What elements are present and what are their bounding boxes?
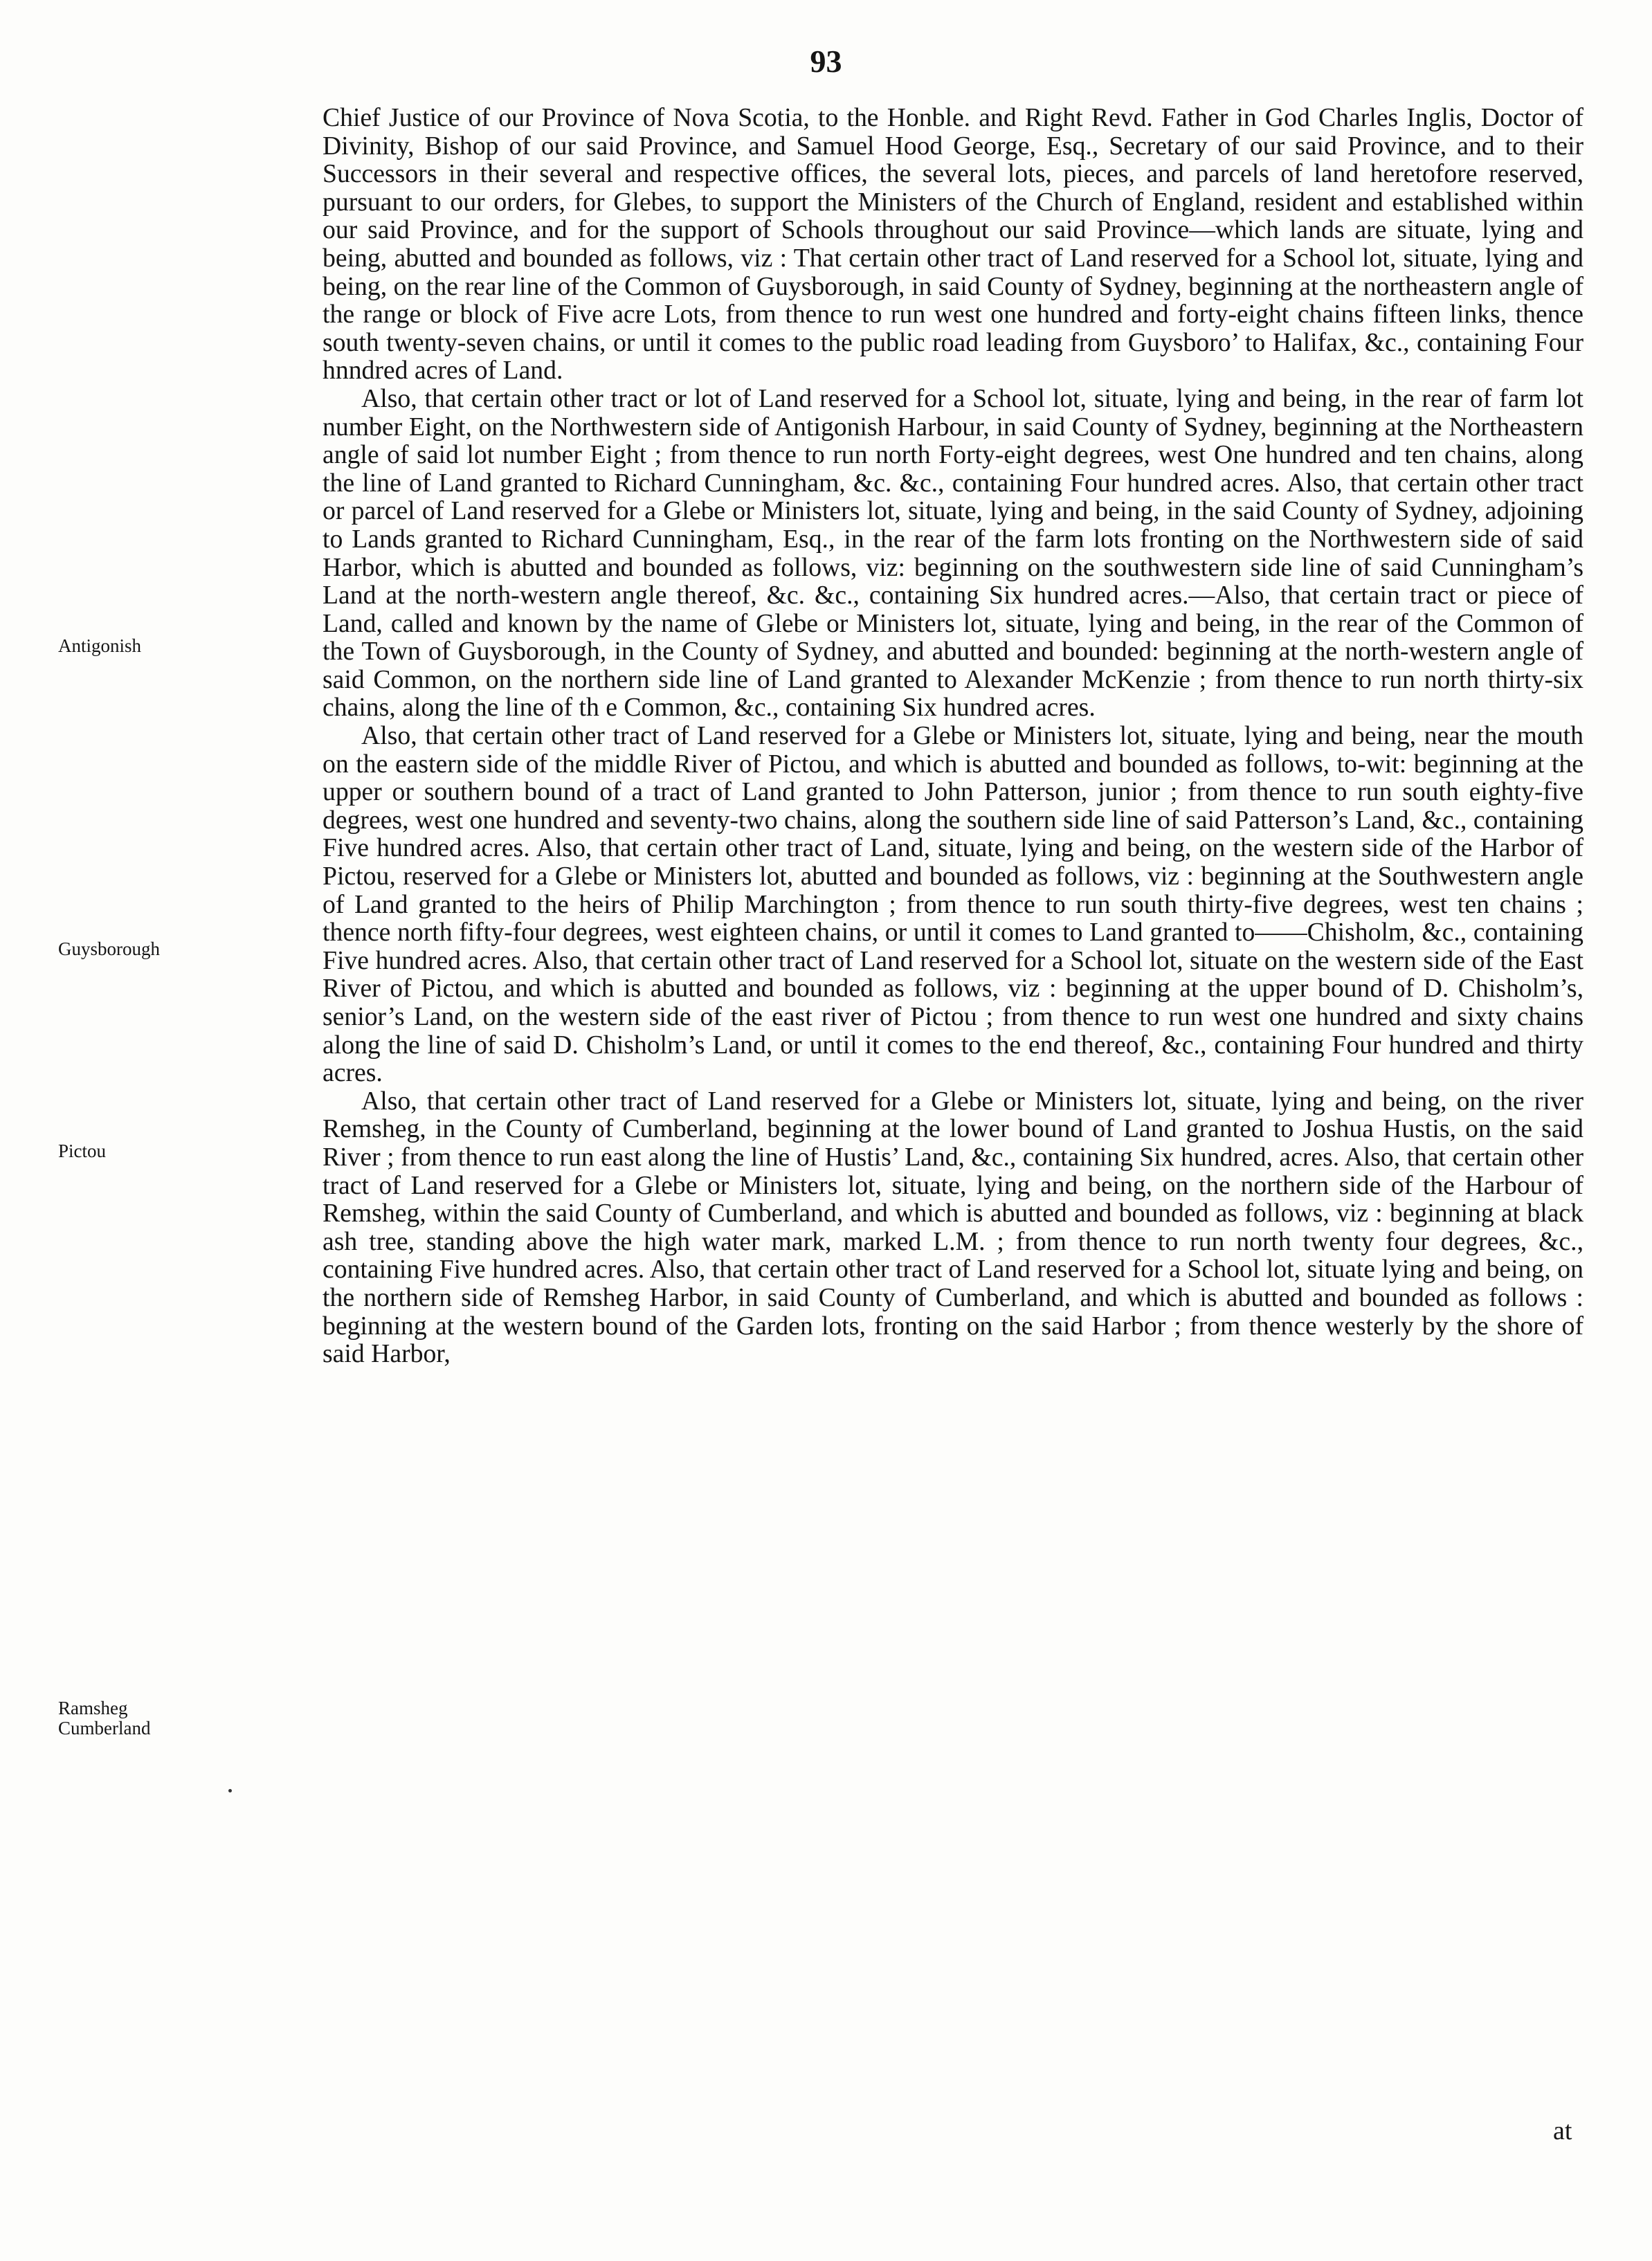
paragraph-pictou: Also, that certain other tract of Land reserved for a Glebe or Ministers lot, situate, lying and being, near the mouth on the eastern side of the middle River of Pictou, and which is abutted and bounded as follows, to-wit: beginning at the upper or southern bound of a tract of Land granted to John Patterson, junior ; from thence to run south eighty-five degrees, west one hundred and seventy-two chains, along the southern side line of said Patterson’s Land, &c., containing Five hundred acres. Also, that certain other tract of Land, situate, lying and being, on the western side of the Harbor of Pictou, reserved for a Glebe or Ministers lot, abutted and bounded as follows, viz : beginning at the Southwestern angle of Land granted to the heirs of Philip Marchington ; from thence to run south thirty-five degrees, west ten chains ; thence north fifty-four degrees, west eighteen chains, or until it comes to Land granted to——Chisholm, &c., containing Five hundred acres. Also, that certain other tract of Land reserved for a School lot, situate on the western side of the East River of Pictou, and which is abutted and bounded as follows, viz : beginning at the upper bound of D. Chisholm’s, senior’s Land, on the western side of the east river of Pictou ; from thence to run west one hundred and sixty chains along the line of said D. Chisholm’s Land, or until it comes to the end thereof, &c., containing Four hundred and thirty acres. bbox=[323, 721, 1583, 1088]
ink-speck bbox=[228, 1789, 232, 1792]
margin-note-guysborough: Guysborough bbox=[58, 938, 160, 959]
margin-note-pictou: Pictou bbox=[58, 1141, 107, 1161]
body-text bbox=[323, 104, 1583, 1368]
margin-note-antigonish: Antigonish bbox=[58, 635, 142, 656]
page-number: 93 bbox=[810, 44, 842, 79]
margin-note-cumberland: Cumberland bbox=[58, 1718, 151, 1738]
paragraph-ramsheg-cumberland: Also, that certain other tract of Land reserved for a Glebe or Ministers lot, situate, lying and being, on the river Remsheg, in the County of Cumberland, beginning at the lower bound of Land granted to Joshua Hustis, on the said River ; from thence to run east along the line of Hustis’ Land, &c., containing Six hundred, acres. Also, that certain other tract of Land reserved for a Glebe or Ministers lot, situate, lying and being, on the northern side of the Harbour of Remsheg, within the said County of Cumberland, and which is abutted and bounded as follows, viz : beginning at black ash tree, standing above the high water mark, marked L.M. ; from thence to run north twenty four degrees, &c., containing Five hundred acres. Also, that certain other tract of Land reserved for a School lot, situate lying and being, on the northern side of Remsheg Harbor, in said County of Cumberland, and which is abutted and bounded as follows : beginning at the western bound of the Garden lots, fronting on the said Harbor ; from thence westerly by the shore of said Harbor, bbox=[323, 1086, 1583, 1369]
catchword: at bbox=[1553, 2116, 1572, 2145]
paragraph-antigonish-guysborough: Also, that certain other tract or lot of Land reserved for a School lot, situate, lying and being, in the rear of farm lot number Eight, on the Northwestern side of Antigonish Harbour, in said County of Sydney, beginning at the Northeastern angle of said lot number Eight ; from thence to run north Forty-eight degrees, west One hundred and ten chains, along the line of Land granted to Richard Cunningham, &c. &c., containing Four hundred acres. Also, that certain other tract or parcel of Land reserved for a Glebe or Ministers lot, situate, lying and being, in the said County of Sydney, adjoining to Lands granted to Richard Cunningham, Esq., in the rear of the farm lots fronting on the Northwestern side of said Harbor, which is abutted and bounded as follows, viz: beginning on the southwestern side line of said Cunningham’s Land at the north-western angle thereof, &c. &c., containing Six hundred acres.—Also, that certain tract or piece of Land, called and known by the name of Glebe or Ministers lot, situate, lying and being, in the rear of the Common of the Town of Guysborough, in the County of Sydney, and abutted and bounded: beginning at the north-western angle of said Common, on the northern side line of Land granted to Alexander McKenzie ; from thence to run north thirty-six chains, along the line of th e Common, &c., containing Six hundred acres. bbox=[323, 383, 1583, 723]
margin-note-ramsheg: Ramsheg bbox=[58, 1698, 128, 1718]
paragraph-intro: Chief Justice of our Province of Nova Scotia, to the Honble. and Right Revd. Father in God Charles Inglis, Doctor of Divinity, Bishop of our said Province, and Samuel Hood George, Esq., Secretary of our said Province, and to their Successors in their several and respective offices, the several lots, pieces, and parcels of land heretofore reserved, pursuant to our orders, for Glebes, to support the Ministers of the Church of England, resident and established within our said Province, and for the support of Schools throughout our said Province—which lands are situate, lying and being, abutted and bounded as follows, viz : That certain other tract of Land reserved for a School lot, situate, lying and being, on the rear line of the Common of Guysborough, in said County of Sydney, beginning at the northeastern angle of the range or block of Five acre Lots, from thence to run west one hundred and forty-eight chains fifteen links, thence south twenty-seven chains, or until it comes to the public road leading from Guysboro’ to Halifax, &c., containing Four hnndred acres of Land. bbox=[323, 103, 1583, 385]
